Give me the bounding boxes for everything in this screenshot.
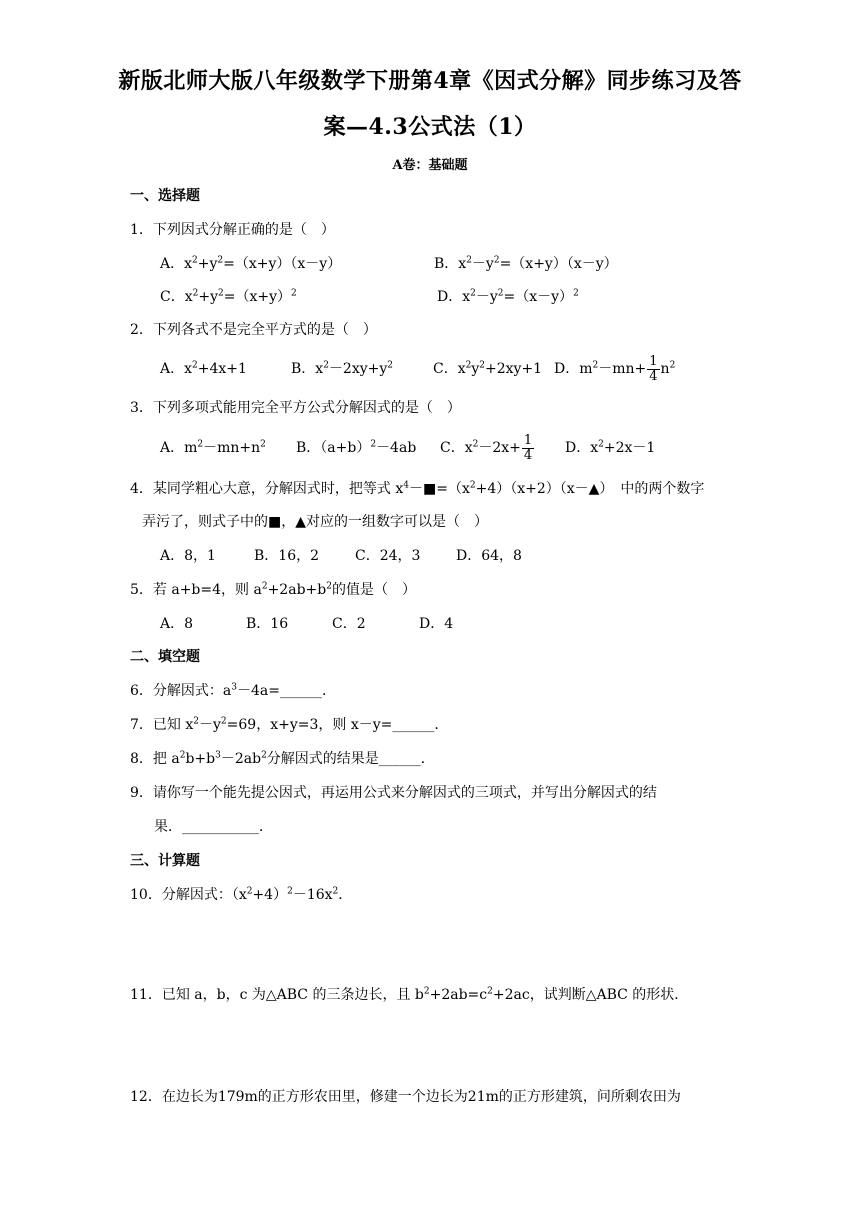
fraction-one-quarter: $\frac{1}{4}$ <box>523 432 533 463</box>
question-1-option-a: A．$x^2+y^2=(x+y)(x-y)$ <box>160 255 342 272</box>
question-3-option-d: D．$x^2+2x-1$ <box>565 439 656 456</box>
section-heading-choice: 一、选择题 <box>130 188 200 204</box>
question-5-option-a: A．8 <box>160 616 194 632</box>
question-4-stem-line2: 弄污了，则式子中的■，▲对应的一组数字可以是（ ） <box>142 514 488 530</box>
question-3-option-a: A．$m^2-mn+n^2$ <box>160 439 266 456</box>
section-subtitle: A卷：基础题 <box>392 158 468 173</box>
question-11: 11．已知 a，b，c 为△ABC 的三条边长，且 $b^2+2ab=c^2+2ac$，试判断△ABC 的形状． <box>130 986 689 1003</box>
fraction-one-quarter: $\frac{1}{4}$ <box>649 353 658 384</box>
question-2-option-a: A．$x^2+4x+1$ <box>160 360 247 377</box>
question-4-option-c: C．24，3 <box>355 548 421 564</box>
question-2-stem: 2．下列各式不是完全平方式的是（ ） <box>130 322 377 338</box>
question-2-option-b: B．$x^2-2xy+y^2$ <box>291 360 394 377</box>
question-3-option-c: C．$x^2-2x+$ $\frac{1}{4}$ <box>440 432 533 463</box>
question-12: 12．在边长为179m的正方形农田里，修建一个边长为21m的正方形建筑，问所剩农田为 <box>130 1089 681 1105</box>
question-5-option-d: D．4 <box>419 616 454 632</box>
question-8: 8．把 $a^2b+b^3-2ab^2$分解因式的结果是______． <box>130 750 435 767</box>
question-4-stem-line1: 4．某同学粗心大意，分解因式时，把等式 $x^4-■=(x^2+4)(x+2)(x-▲)$ 中的两个数字 <box>130 480 705 497</box>
question-5-option-c: C．2 <box>332 616 366 632</box>
question-4-option-a: A．8，1 <box>160 548 216 564</box>
question-1-stem: 1．下列因式分解正确的是（ ） <box>130 222 335 238</box>
question-5-option-b: B．16 <box>246 616 289 632</box>
document-title-line2: 案—4.3公式法（1） <box>323 114 537 140</box>
question-7: 7．已知 $x^2-y^2=69$，x+y=3，则 x－y=______． <box>130 716 449 733</box>
question-4-option-b: B．16，2 <box>254 548 320 564</box>
question-3-option-b: B．$(a+b)^2-4ab$ <box>296 439 417 456</box>
section-heading-calculation: 三、计算题 <box>130 853 200 869</box>
question-2-option-c: C．$x^2y^2+2xy+1$ <box>433 360 543 377</box>
question-1-option-d: D．$x^2-y^2=(x-y)^2$ <box>437 288 579 305</box>
question-1-option-b: B．$x^2-y^2=(x+y)(x-y)$ <box>434 255 618 272</box>
question-6: 6．分解因式：$a^3-4a=\_\_\_\_\_\_$． <box>130 682 336 699</box>
question-1-option-c: C．$x^2+y^2=(x+y)^2$ <box>160 288 297 305</box>
question-4-option-d: D．64，8 <box>456 548 522 564</box>
question-5-stem: 5．若 a+b=4，则 $a^2+2ab+b^2$的值是（ ） <box>130 581 416 598</box>
question-2-option-d: D．$m^2-mn+$ $\frac{1}{4}$ $n^2$ <box>554 353 676 384</box>
question-9-line2: 果．___________． <box>154 819 273 835</box>
document-title-line1: 新版北师大版八年级数学下册第4章《因式分解》同步练习及答 <box>118 68 742 94</box>
question-9-line1: 9．请你写一个能先提公因式，再运用公式来分解因式的三项式，并写出分解因式的结 <box>130 785 657 801</box>
question-3-stem: 3．下列多项式能用完全平方公式分解因式的是（ ） <box>130 400 461 416</box>
question-10: 10．分解因式：$(x^2+4)^2-16x^2$． <box>130 886 353 903</box>
section-heading-fill-in: 二、填空题 <box>130 649 200 665</box>
